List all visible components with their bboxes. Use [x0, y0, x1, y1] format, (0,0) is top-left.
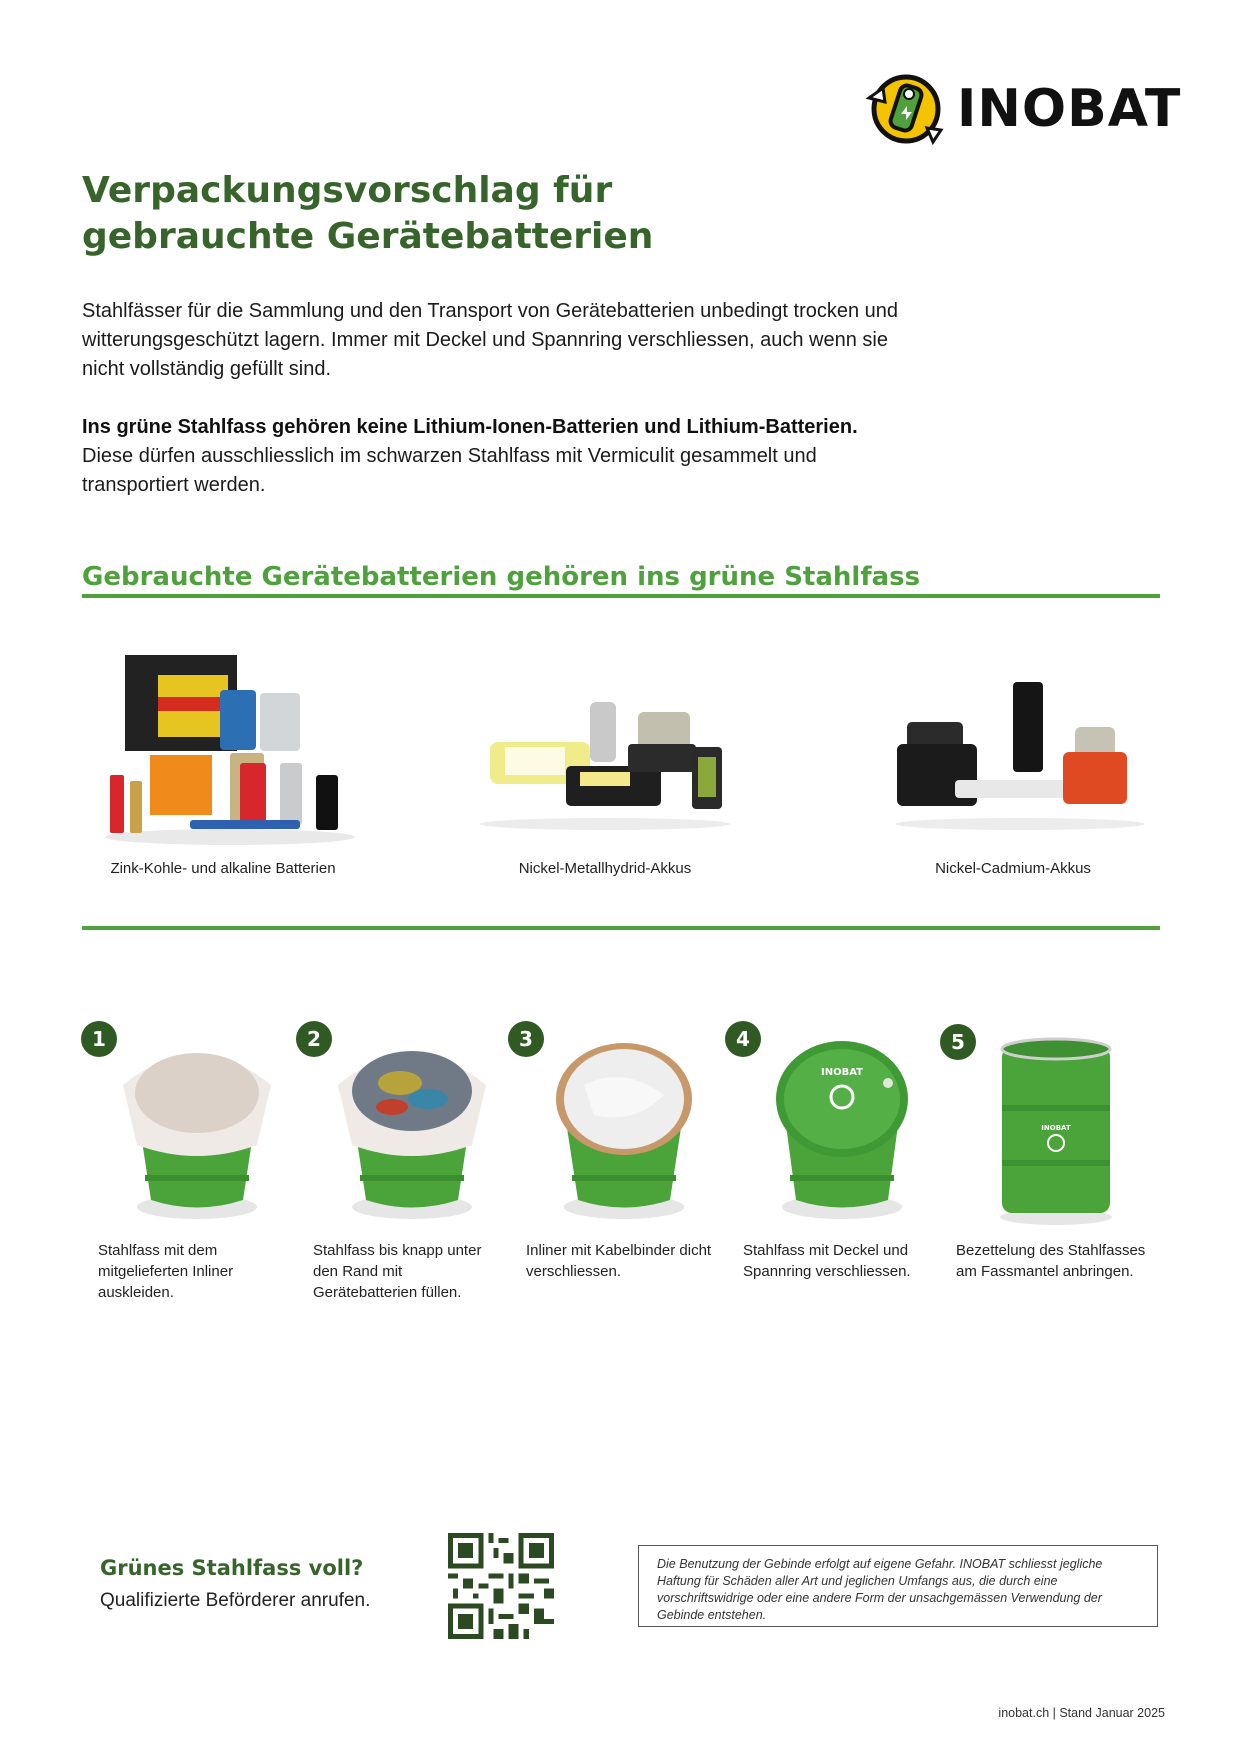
step-number: 1: [81, 1021, 117, 1057]
full-barrel-title: Grünes Stahlfass voll?: [100, 1556, 364, 1580]
lid-label: INOBAT: [821, 1067, 863, 1078]
full-barrel-subtitle: Qualifizierte Beförderer anrufen.: [100, 1590, 371, 1611]
qr-code-icon[interactable]: [448, 1533, 554, 1639]
step-text: Stahlfass bis knapp unter den Rand mit Gerätebatterien füllen.: [313, 1242, 482, 1301]
logo-wordmark: INOBAT: [957, 79, 1182, 139]
product-image-zinc-alkaline: [90, 645, 360, 845]
product-label: Zink-Kohle- und alkaline Batterien: [110, 860, 336, 877]
step-number: 3: [508, 1021, 544, 1057]
disclaimer-box: Die Benutzung der Gebinde erfolgt auf eigene Gefahr. INOBAT schliesst jegliche Haftung für Schäden aller Art und jeglichen Umfangs aus, die durch eine vorschriftswidrige oder eine andere Form der unsachgemässen Verwendung der Gebinde entstehen.: [638, 1545, 1158, 1627]
product-label: Nickel-Cadmium-Akkus: [935, 860, 1091, 877]
step-number: 2: [296, 1021, 332, 1057]
step-image-barrel-filled: [322, 1035, 502, 1225]
product-image-nicd: [885, 672, 1155, 872]
warning-text: Diese dürfen ausschliesslich im schwarzen Stahlfass mit Vermiculit gesammelt und transportiert werden.: [82, 445, 817, 496]
title-line-1: Verpackungsvorschlag für: [82, 170, 613, 211]
step-text: Bezettelung des Stahlfasses am Fassmantel anbringen.: [956, 1242, 1146, 1280]
product-image-nimh: [470, 672, 740, 872]
intro-paragraph: Stahlfässer für die Sammlung und den Transport von Gerätebatterien unbedingt trocken und witterungsgeschützt lagern. Immer mit Deckel und Spannring verschliessen, auch wenn sie nicht vollständig gefüllt sind.: [82, 300, 899, 380]
footer-text: inobat.ch | Stand Januar 2025: [998, 1706, 1165, 1720]
step-image-barrel-liner: [107, 1035, 287, 1225]
warning-paragraph: [82, 413, 902, 500]
step-image-barrel-lid: [752, 1035, 932, 1225]
warning-bold: Ins grüne Stahlfass gehören keine Lithium-Ionen-Batterien und Lithium-Batterien.: [82, 416, 858, 438]
inobat-logo: [865, 70, 1182, 148]
barrel-label: INOBAT: [1041, 1124, 1071, 1132]
section-heading: Gebrauchte Gerätebatterien gehören ins grüne Stahlfass: [82, 562, 921, 592]
step-number: 5: [940, 1024, 976, 1060]
step-text: Stahlfass mit dem mitgelieferten Inliner auskleiden.: [98, 1242, 234, 1301]
section-divider-top: [82, 594, 1160, 598]
product-label: Nickel-Metallhydrid-Akkus: [518, 860, 692, 877]
title-line-2: gebrauchte Gerätebatterien: [82, 216, 654, 257]
step-image-liner-closed: [534, 1035, 714, 1225]
step-text: Stahlfass mit Deckel und Spannring verschliessen.: [743, 1242, 911, 1280]
step-image-barrel-labelled: [966, 1035, 1146, 1225]
inobat-logo-icon: [865, 70, 947, 148]
page-title: [82, 168, 842, 260]
section-divider-bottom: [82, 926, 1160, 930]
step-text: Inliner mit Kabelbinder dicht verschliessen.: [526, 1242, 712, 1280]
step-number: 4: [725, 1021, 761, 1057]
